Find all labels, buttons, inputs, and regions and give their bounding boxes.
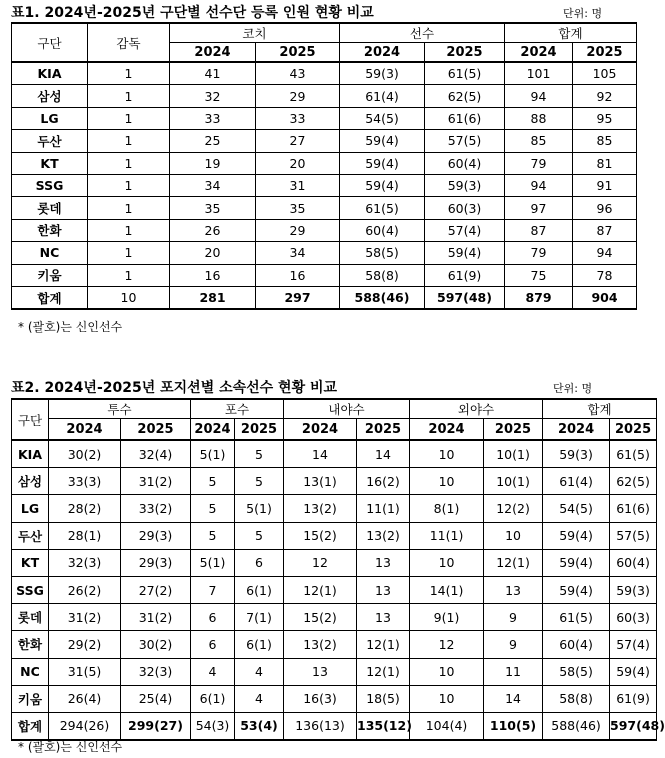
team-cell: KT — [12, 152, 88, 174]
team-cell: 한화 — [12, 219, 88, 241]
value-cell: 35 — [170, 197, 256, 219]
value-cell: 59(4) — [340, 130, 425, 152]
value-cell: 5 — [235, 468, 284, 495]
table-row — [12, 631, 657, 658]
header-year: 2024 — [410, 419, 484, 441]
header-year: 2025 — [573, 43, 637, 63]
value-cell: 32(4) — [121, 440, 191, 468]
value-cell: 60(4) — [340, 219, 425, 241]
value-cell: 1 — [88, 242, 170, 264]
value-cell: 588(46) — [340, 286, 425, 309]
value-cell: 297 — [256, 286, 340, 309]
table2-body — [12, 440, 665, 740]
header-year: 2024 — [505, 43, 573, 63]
value-cell: 5(1) — [191, 549, 235, 576]
team-cell: 키움 — [12, 264, 88, 286]
header-year: 2024 — [284, 419, 357, 441]
value-cell: 85 — [573, 130, 637, 152]
header-team: 구단 — [12, 399, 49, 440]
value-cell: 79 — [505, 242, 573, 264]
value-cell: 135(12) — [357, 712, 410, 740]
value-cell: 32 — [170, 85, 256, 107]
value-cell: 59(4) — [340, 152, 425, 174]
value-cell: 61(9) — [425, 264, 505, 286]
table-row — [12, 197, 637, 219]
value-cell: 33(2) — [121, 495, 191, 522]
value-cell: 59(4) — [543, 549, 610, 576]
header-year: 2025 — [425, 43, 505, 63]
value-cell: 13(2) — [284, 631, 357, 658]
value-cell: 59(4) — [425, 242, 505, 264]
team-cell: SSG — [12, 576, 49, 603]
team-cell: 롯데 — [12, 197, 88, 219]
value-cell: 25 — [170, 130, 256, 152]
value-cell: 597(48) — [610, 712, 657, 740]
value-cell: 57(4) — [425, 219, 505, 241]
value-cell: 8(1) — [410, 495, 484, 522]
value-cell: 105 — [573, 62, 637, 85]
value-cell: 16 — [256, 264, 340, 286]
value-cell: 62(5) — [610, 468, 657, 495]
value-cell: 87 — [573, 219, 637, 241]
value-cell: 5(1) — [235, 495, 284, 522]
value-cell: 61(5) — [425, 62, 505, 85]
value-cell: 9 — [484, 604, 543, 631]
table-row — [12, 62, 637, 85]
team-cell: 키움 — [12, 685, 49, 712]
value-cell: 10 — [410, 685, 484, 712]
value-cell: 4 — [235, 658, 284, 685]
value-cell: 31(2) — [121, 604, 191, 631]
table-row — [12, 576, 657, 603]
value-cell: 41 — [170, 62, 256, 85]
table-row — [12, 174, 637, 196]
value-cell: 904 — [573, 286, 637, 309]
value-cell: 58(8) — [543, 685, 610, 712]
value-cell: 12 — [284, 549, 357, 576]
value-cell: 61(5) — [610, 440, 657, 468]
header-coach: 코치 — [170, 23, 340, 43]
team-cell: 합계 — [12, 286, 88, 309]
table-row — [12, 264, 637, 286]
value-cell: 5 — [235, 440, 284, 468]
value-cell: 27(2) — [121, 576, 191, 603]
value-cell: 60(4) — [543, 631, 610, 658]
value-cell: 59(4) — [543, 522, 610, 549]
table2-unit: 단위: 명 — [553, 382, 593, 395]
value-cell: 4 — [235, 685, 284, 712]
header-year: 2025 — [121, 419, 191, 441]
value-cell: 58(5) — [543, 658, 610, 685]
value-cell: 34 — [170, 174, 256, 196]
value-cell: 28(2) — [49, 495, 121, 522]
value-cell: 28(1) — [49, 522, 121, 549]
header-year: 2024 — [340, 43, 425, 63]
value-cell: 18(5) — [357, 685, 410, 712]
table-row — [12, 685, 657, 712]
value-cell: 15(2) — [284, 604, 357, 631]
value-cell: 12 — [410, 631, 484, 658]
value-cell: 9(1) — [410, 604, 484, 631]
value-cell: 32(3) — [121, 658, 191, 685]
value-cell: 29(3) — [121, 522, 191, 549]
value-cell: 61(5) — [340, 197, 425, 219]
team-cell: 합계 — [12, 712, 49, 740]
table2 — [11, 398, 665, 741]
team-cell: NC — [12, 242, 88, 264]
header-year: 2025 — [484, 419, 543, 441]
value-cell: 59(3) — [610, 576, 657, 603]
team-cell: KT — [12, 549, 49, 576]
value-cell: 94 — [505, 174, 573, 196]
value-cell: 54(5) — [340, 107, 425, 129]
value-cell: 29(2) — [49, 631, 121, 658]
value-cell: 54(3) — [191, 712, 235, 740]
value-cell: 11(1) — [410, 522, 484, 549]
value-cell: 12(1) — [357, 631, 410, 658]
value-cell: 13(2) — [284, 495, 357, 522]
value-cell: 6 — [191, 631, 235, 658]
table-row — [12, 85, 637, 107]
value-cell: 13 — [357, 549, 410, 576]
value-cell: 12(1) — [484, 549, 543, 576]
value-cell: 79 — [505, 152, 573, 174]
value-cell: 59(3) — [425, 174, 505, 196]
header-year: 2025 — [235, 419, 284, 441]
value-cell: 101 — [505, 62, 573, 85]
table1 — [11, 22, 637, 310]
value-cell: 31(2) — [121, 468, 191, 495]
value-cell: 5 — [235, 522, 284, 549]
value-cell: 29 — [256, 85, 340, 107]
value-cell: 61(9) — [610, 685, 657, 712]
value-cell: 10 — [410, 440, 484, 468]
header-outfield: 외야수 — [410, 399, 543, 419]
value-cell: 16(2) — [357, 468, 410, 495]
value-cell: 26 — [170, 219, 256, 241]
value-cell: 30(2) — [49, 440, 121, 468]
value-cell: 13(1) — [284, 468, 357, 495]
value-cell: 294(26) — [49, 712, 121, 740]
value-cell: 32(3) — [49, 549, 121, 576]
value-cell: 12(1) — [357, 658, 410, 685]
value-cell: 97 — [505, 197, 573, 219]
header-player: 선수 — [340, 23, 505, 43]
value-cell: 7 — [191, 576, 235, 603]
value-cell: 61(4) — [543, 468, 610, 495]
value-cell: 6(1) — [235, 576, 284, 603]
value-cell: 16 — [170, 264, 256, 286]
value-cell: 879 — [505, 286, 573, 309]
value-cell: 92 — [573, 85, 637, 107]
value-cell: 1 — [88, 130, 170, 152]
header-total: 합계 — [505, 23, 637, 43]
value-cell: 15(2) — [284, 522, 357, 549]
value-cell: 10 — [88, 286, 170, 309]
header-infield: 내야수 — [284, 399, 410, 419]
value-cell: 13 — [357, 604, 410, 631]
value-cell: 61(6) — [610, 495, 657, 522]
value-cell: 10(1) — [484, 468, 543, 495]
value-cell: 5(1) — [191, 440, 235, 468]
value-cell: 59(4) — [610, 658, 657, 685]
value-cell: 13 — [484, 576, 543, 603]
value-cell: 43 — [256, 62, 340, 85]
value-cell: 59(4) — [543, 576, 610, 603]
header-year: 2024 — [49, 419, 121, 441]
value-cell: 60(3) — [425, 197, 505, 219]
header-year: 2025 — [357, 419, 410, 441]
value-cell: 104(4) — [410, 712, 484, 740]
table-row — [12, 130, 637, 152]
value-cell: 35 — [256, 197, 340, 219]
team-cell: SSG — [12, 174, 88, 196]
team-cell: 두산 — [12, 522, 49, 549]
table1-title: 표1. 2024년-2025년 구단별 선수단 등록 인원 현황 비교 — [11, 5, 374, 21]
value-cell: 10 — [410, 658, 484, 685]
team-cell: 롯데 — [12, 604, 49, 631]
value-cell: 11 — [484, 658, 543, 685]
value-cell: 136(13) — [284, 712, 357, 740]
table1-unit: 단위: 명 — [563, 7, 603, 20]
value-cell: 54(5) — [543, 495, 610, 522]
table-row — [12, 219, 637, 241]
value-cell: 94 — [573, 242, 637, 264]
table1-body — [12, 62, 637, 309]
value-cell: 34 — [256, 242, 340, 264]
value-cell: 26(4) — [49, 685, 121, 712]
team-cell: LG — [12, 107, 88, 129]
team-cell: 두산 — [12, 130, 88, 152]
header-year: 2024 — [191, 419, 235, 441]
table1-note: * (괄호)는 신인선수 — [18, 320, 123, 334]
value-cell: 60(4) — [610, 549, 657, 576]
value-cell: 9 — [484, 631, 543, 658]
value-cell: 33 — [256, 107, 340, 129]
value-cell: 60(4) — [425, 152, 505, 174]
value-cell: 11(1) — [357, 495, 410, 522]
value-cell: 5 — [191, 468, 235, 495]
header-total: 합계 — [543, 399, 657, 419]
value-cell: 1 — [88, 152, 170, 174]
value-cell: 62(5) — [425, 85, 505, 107]
team-cell: KIA — [12, 62, 88, 85]
value-cell: 95 — [573, 107, 637, 129]
value-cell: 6 — [191, 604, 235, 631]
value-cell: 1 — [88, 219, 170, 241]
value-cell: 6(1) — [235, 631, 284, 658]
value-cell: 10 — [484, 522, 543, 549]
value-cell: 59(3) — [543, 440, 610, 468]
value-cell: 10(1) — [484, 440, 543, 468]
table2-title: 표2. 2024년-2025년 포지션별 소속선수 현황 비교 — [11, 380, 338, 396]
value-cell: 14 — [284, 440, 357, 468]
header-catcher: 포수 — [191, 399, 284, 419]
value-cell: 78 — [573, 264, 637, 286]
value-cell: 1 — [88, 62, 170, 85]
value-cell: 61(4) — [340, 85, 425, 107]
value-cell: 85 — [505, 130, 573, 152]
value-cell: 588(46) — [543, 712, 610, 740]
table-row — [12, 604, 657, 631]
value-cell: 57(5) — [425, 130, 505, 152]
value-cell: 27 — [256, 130, 340, 152]
value-cell: 1 — [88, 197, 170, 219]
team-cell: NC — [12, 658, 49, 685]
header-team: 구단 — [12, 23, 88, 62]
value-cell: 33 — [170, 107, 256, 129]
table-row — [12, 658, 657, 685]
header-manager: 감독 — [88, 23, 170, 62]
value-cell: 5 — [191, 495, 235, 522]
value-cell: 7(1) — [235, 604, 284, 631]
value-cell: 31(2) — [49, 604, 121, 631]
table-row — [12, 468, 657, 495]
value-cell: 87 — [505, 219, 573, 241]
value-cell: 5 — [191, 522, 235, 549]
value-cell: 14 — [357, 440, 410, 468]
value-cell: 6 — [235, 549, 284, 576]
table-row — [12, 522, 657, 549]
value-cell: 4 — [191, 658, 235, 685]
header-year: 2024 — [170, 43, 256, 63]
value-cell: 58(8) — [340, 264, 425, 286]
team-cell: LG — [12, 495, 49, 522]
team-cell: 한화 — [12, 631, 49, 658]
value-cell: 1 — [88, 174, 170, 196]
value-cell: 26(2) — [49, 576, 121, 603]
value-cell: 88 — [505, 107, 573, 129]
value-cell: 10 — [410, 549, 484, 576]
value-cell: 30(2) — [121, 631, 191, 658]
value-cell: 14 — [484, 685, 543, 712]
value-cell: 57(5) — [610, 522, 657, 549]
value-cell: 31(5) — [49, 658, 121, 685]
table-row — [12, 107, 637, 129]
value-cell: 29(3) — [121, 549, 191, 576]
header-year: 2025 — [256, 43, 340, 63]
value-cell: 14(1) — [410, 576, 484, 603]
header-year: 2025 — [610, 419, 657, 441]
value-cell: 13(2) — [357, 522, 410, 549]
value-cell: 75 — [505, 264, 573, 286]
header-pitcher: 투수 — [49, 399, 191, 419]
value-cell: 61(5) — [543, 604, 610, 631]
value-cell: 1 — [88, 107, 170, 129]
value-cell: 57(4) — [610, 631, 657, 658]
value-cell: 58(5) — [340, 242, 425, 264]
value-cell: 29 — [256, 219, 340, 241]
value-cell: 33(3) — [49, 468, 121, 495]
value-cell: 59(3) — [340, 62, 425, 85]
value-cell: 20 — [256, 152, 340, 174]
value-cell: 10 — [410, 468, 484, 495]
value-cell: 12(2) — [484, 495, 543, 522]
table2-note: * (괄호)는 신인선수 — [18, 740, 123, 754]
team-cell: 삼성 — [12, 85, 88, 107]
team-cell: 삼성 — [12, 468, 49, 495]
value-cell: 81 — [573, 152, 637, 174]
value-cell: 281 — [170, 286, 256, 309]
value-cell: 20 — [170, 242, 256, 264]
table-row — [12, 549, 657, 576]
total-row — [12, 286, 637, 309]
value-cell: 1 — [88, 85, 170, 107]
table-row — [12, 440, 657, 468]
value-cell: 12(1) — [284, 576, 357, 603]
value-cell: 13 — [284, 658, 357, 685]
value-cell: 53(4) — [235, 712, 284, 740]
table-row — [12, 495, 657, 522]
value-cell: 597(48) — [425, 286, 505, 309]
team-cell: KIA — [12, 440, 49, 468]
header-year: 2024 — [543, 419, 610, 441]
value-cell: 94 — [505, 85, 573, 107]
total-row — [12, 712, 657, 740]
value-cell: 96 — [573, 197, 637, 219]
value-cell: 110(5) — [484, 712, 543, 740]
table-row — [12, 152, 637, 174]
value-cell: 16(3) — [284, 685, 357, 712]
value-cell: 13 — [357, 576, 410, 603]
value-cell: 25(4) — [121, 685, 191, 712]
value-cell: 60(3) — [610, 604, 657, 631]
value-cell: 59(4) — [340, 174, 425, 196]
value-cell: 19 — [170, 152, 256, 174]
value-cell: 31 — [256, 174, 340, 196]
table-row — [12, 242, 637, 264]
value-cell: 91 — [573, 174, 637, 196]
value-cell: 61(6) — [425, 107, 505, 129]
value-cell: 299(27) — [121, 712, 191, 740]
value-cell: 6(1) — [191, 685, 235, 712]
value-cell: 1 — [88, 264, 170, 286]
